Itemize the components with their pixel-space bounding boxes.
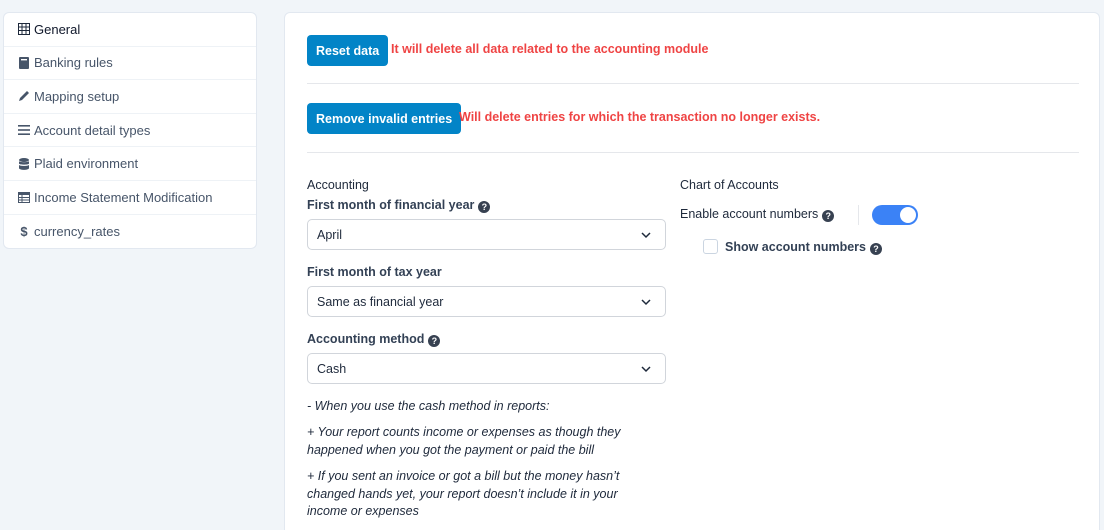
enable-account-numbers-label — [680, 207, 834, 222]
pencil-icon — [16, 90, 32, 102]
sidebar-item-currency-rates[interactable] — [4, 215, 256, 249]
remove-invalid-warning-text: Will delete entries for which the transaction no longer exists. — [459, 110, 821, 124]
accounting-method-label — [307, 332, 440, 347]
chevron-down-icon — [641, 364, 651, 374]
chevron-down-icon — [641, 297, 651, 307]
sidebar-item-label: Income Statement Modification — [34, 189, 213, 205]
accounting-method-select[interactable] — [307, 353, 666, 384]
database-icon — [16, 158, 32, 170]
help-icon[interactable]: ? — [870, 243, 882, 255]
show-account-numbers-checkbox[interactable] — [703, 239, 718, 254]
dollar-icon: $ — [20, 223, 28, 239]
sidebar-item-label: Mapping setup — [34, 88, 120, 104]
reset-warning-text: It will delete all data related to the accounting module — [391, 42, 709, 56]
sidebar-item-label: currency_rates — [34, 223, 120, 239]
cash-method-note-heading: - When you use the cash method in reports: — [307, 399, 550, 413]
first-month-fy-select[interactable] — [307, 219, 666, 250]
first-month-tax-select[interactable] — [307, 286, 666, 317]
book-icon — [16, 57, 32, 69]
cash-method-note-1: + Your report counts income or expenses as though they happened when you got the payment or paid the bill — [307, 425, 621, 457]
enable-account-numbers-text: Enable account numbers — [680, 207, 819, 221]
table-icon — [16, 23, 32, 35]
table-list-icon — [16, 192, 32, 203]
cash-method-note-2: + If you sent an invoice or got a bill but the money hasn’t changed hands yet, your report doesn’t include it in your income or expenses — [307, 469, 620, 518]
sidebar-item-general[interactable] — [4, 13, 256, 47]
sidebar-item-label: Plaid environment — [34, 156, 139, 172]
first-month-fy-value: April — [317, 227, 343, 242]
general-settings-panel — [284, 12, 1100, 530]
chevron-down-icon — [641, 230, 651, 240]
divider — [307, 152, 1079, 153]
settings-sidebar — [3, 12, 257, 249]
sidebar-item-plaid-environment[interactable] — [4, 147, 256, 181]
first-month-tax-label: First month of tax year — [307, 265, 442, 279]
reset-data-button[interactable]: Reset data — [307, 35, 388, 66]
remove-invalid-entries-button[interactable]: Remove invalid entries — [307, 103, 461, 134]
chart-of-accounts-title: Chart of Accounts — [680, 178, 779, 192]
help-icon[interactable]: ? — [822, 210, 834, 222]
sidebar-item-label: Banking rules — [34, 55, 113, 71]
sidebar-item-mapping-setup[interactable] — [4, 80, 256, 114]
first-month-fy-label-text: First month of financial year — [307, 198, 475, 212]
divider — [307, 83, 1079, 84]
list-icon — [16, 125, 32, 135]
accounting-method-label-text: Accounting method — [307, 332, 425, 346]
help-icon[interactable]: ? — [478, 201, 490, 213]
show-account-numbers-label — [725, 240, 882, 255]
sidebar-item-label: General — [34, 21, 81, 37]
accounting-method-value: Cash — [317, 361, 347, 376]
first-month-fy-label — [307, 198, 490, 213]
show-account-numbers-text: Show account numbers — [725, 240, 866, 254]
enable-account-numbers-toggle[interactable] — [872, 205, 918, 225]
accounting-section-title: Accounting — [307, 178, 369, 192]
first-month-tax-value: Same as financial year — [317, 294, 444, 309]
toggle-knob — [900, 207, 916, 223]
help-icon[interactable]: ? — [428, 335, 440, 347]
sidebar-item-account-detail-types[interactable] — [4, 114, 256, 148]
divider — [858, 205, 859, 225]
sidebar-item-income-statement-modification[interactable] — [4, 181, 256, 215]
sidebar-item-label: Account detail types — [34, 122, 151, 138]
sidebar-item-banking-rules[interactable] — [4, 47, 256, 81]
